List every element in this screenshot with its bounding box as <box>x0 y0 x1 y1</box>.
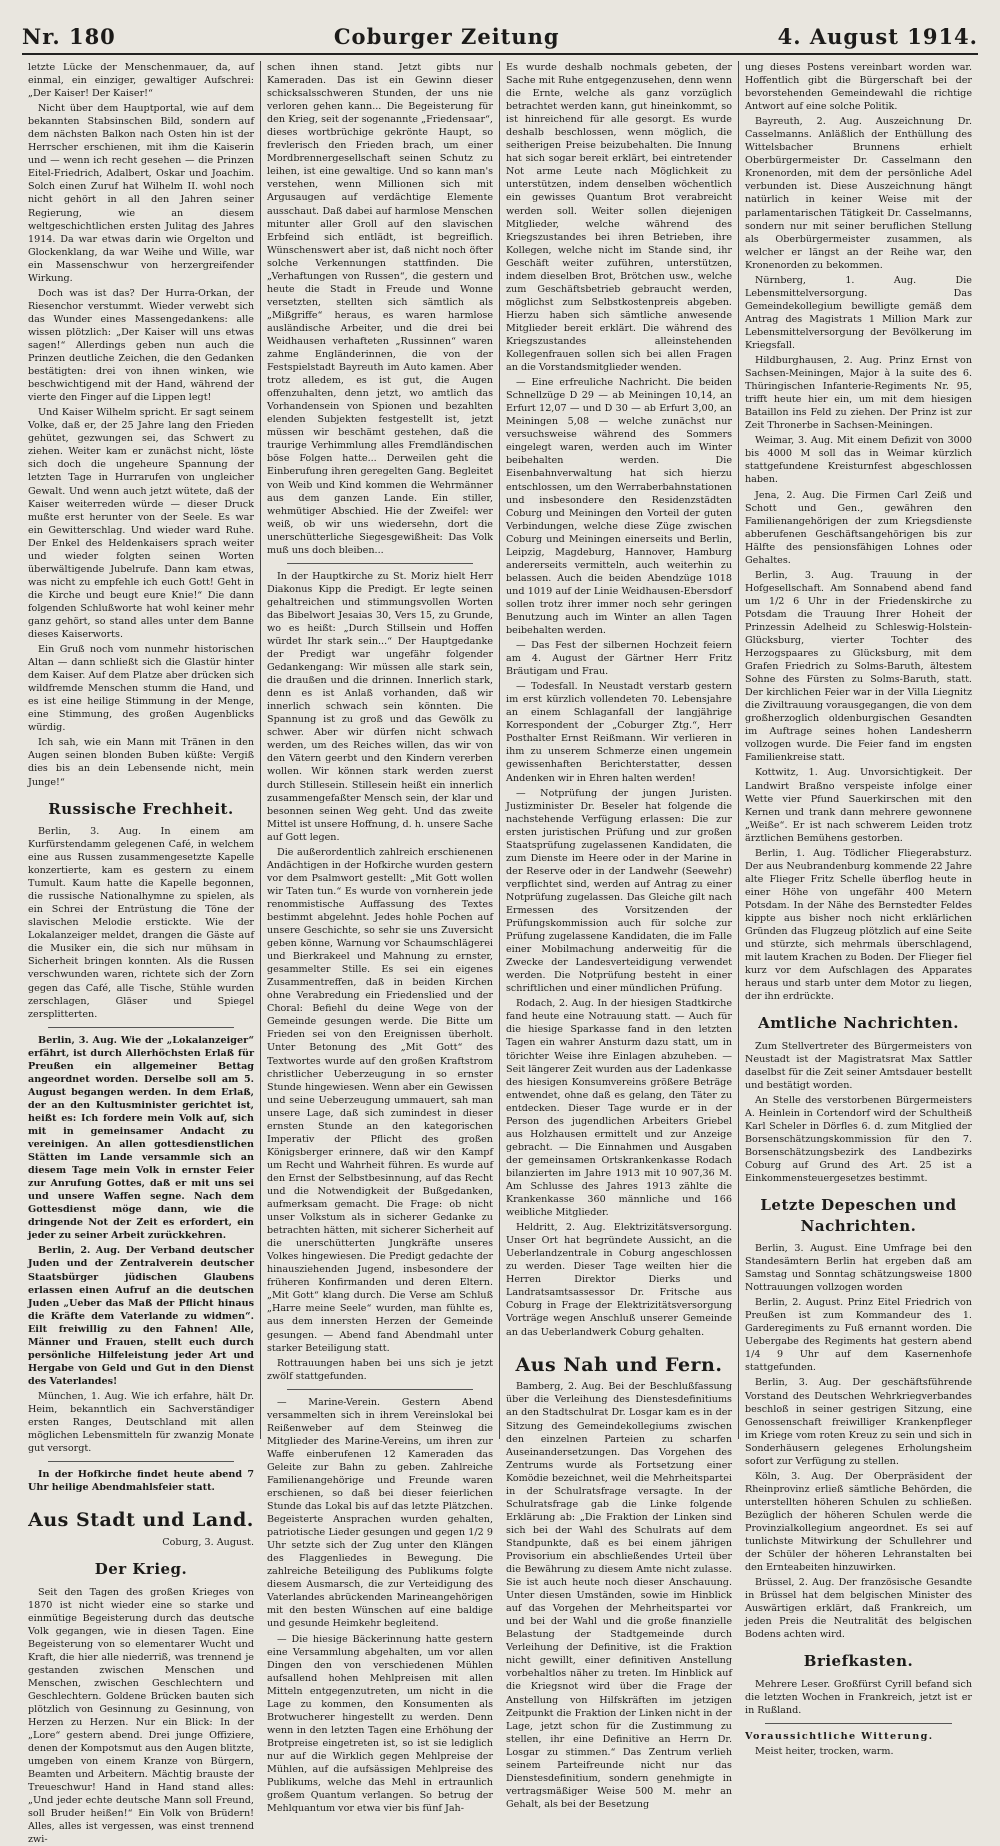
section-heading-aus-nah-und-fern: Aus Nah und Fern. <box>515 1353 723 1376</box>
column-1 <box>22 61 261 1846</box>
issue-date: 4. August 1914. <box>777 24 978 49</box>
paragraph: Rodach, 2. Aug. In der hiesigen Stadtkirche fand heute eine Notrauung statt. — Auch für die hiesige Sparkasse fand in den letzten Tagen ein wahrer Ansturm dazu statt, um in törichter Weise ihre Einlagen abzuheben. — Seit längerer Zeit wurden aus der Ladenkasse des hiesigen Konsumvereins größere Beträge entwendet, ohne daß es gelang, den Täter zu entdecken. Dieser Tage wurde er in der Person des jugendlichen Arbeiters Griebel aus Holzhausen ermittelt und zur Anzeige gebracht. — Die Einnahmen und Ausgaben der gemeinsamen Ortskrankenkasse Rodach bilanzierten im Jahre 1913 mit 10 907,36 M. Am Schlusse des Jahres 1913 zählte die Krankenkasse 360 männliche und 166 weibliche Mitglieder. <box>506 998 732 1219</box>
divider <box>287 1389 473 1390</box>
paragraph: — Das Fest der silbernen Hochzeit feiern am 4. August der Gärtner Herr Fritz Bräutigam und Frau. <box>506 640 732 678</box>
paragraph: Nicht über dem Hauptportal, wie auf dem bekannten Stabsinschen Bild, sondern auf dem nächsten Balkon nach Osten hin ist der Herrscher erschienen, mit ihm die Kaiserin und — wenn ich recht gesehen — die Prinzen Eitel-Friedrich, Adalbert, Oskar und Joachim. Solch einen Zuruf hat Wilhelm II. wohl noch nicht gehört in all den Jahren seiner Regierung, wie an diesem weltgeschichtlichen ersten Julitag des Jahres 1914. Da war etwas darin wie Orgelton und Glockenklang, da war Weihe und Wille, war ein Massenschwur von herzergreifender Wirkung. <box>28 103 254 284</box>
paragraph: schen ihnen stand. Jetzt gibts nur Kameraden. Das ist ein Gewinn dieser schicksalsschweren Stunden, der uns nie verloren gehen kann... Die Begeisterung für den Krieg, seit der sogenannte „Friedensaar“, dieses wortbrüchige gekrönte Haupt, so frevlerisch den Frieden brach, um einer Mordbrennergesellschaft seinen Schutz zu leihen, ist eine gewaltige. Und so kann man's verstehen, wenn Millionen sich mit Argusaugen auf verdächtige Elemente ausschaut. Daß dabei auf harmlose Menschen mitunter aller Groll auf den slavischen Erbfeind sich entlädt, ist begreiflich. Wünschenswert aber ist, daß nicht noch öfter solche Verkennungen stattfinden. Die „Verhaftungen von Russen“, die gestern und heute die Stadt in Freude und Wonne versetzten, stellten sich sämtlich als „Mißgriffe“ heraus, es waren harmlose ausländische Arbeiter, und die drei bei Weidhausen verhafteten „Russinnen“ waren zahme Engländerinnen, die von der Festspielstadt Bayreuth im Auto kamen. Aber trotz alledem, es ist gut, die Augen offenzuhalten, denn jetzt, wo amtlich das Vorhandensein von Spionen und bezahlten elenden Subjekten festgestellt ist, jetzt müssen wir beschämt gestehen, daß die traurige Verhimmlung alles Fremdländischen böse Folgen hatte... Derweilen geht die Einberufung ihren geregelten Gang. Begleitet von Weib und Kind kommen die Wehrmänner aus dem ganzen Lande. Ein stiller, wehmütiger Abschied. Hie der Zweifel: wer weiß, ob wir uns wiedersehn, dort die unerschütterliche Siegesgewißheit: Das Volk muß uns doch bleiben... <box>267 62 493 556</box>
paragraph: Ich sah, wie ein Mann mit Tränen in den Augen seinen blonden Buben küßte: Vergiß dies bis an dein Lebensende nicht, mein Junge!“ <box>28 737 254 788</box>
paragraph: Kottwitz, 1. Aug. Unvorsichtigkeit. Der Landwirt Braßno verspeiste infolge einer Wette vier Pfund Sauerkirschen mit den Kernen und trank dann mehrere gewonnene „Weiße“. Er ist nach schwerem Leiden trotz ärztlichen Bemühens gestorben. <box>745 767 972 844</box>
paragraph: Berlin, 3. Aug. Wie der „Lokalanzeiger“ erfährt, ist durch Allerhöchsten Erlaß für Preußen ein allgemeiner Bettag angeordnet worden. Derselbe soll am 5. August begangen werden. In dem Erlaß, der an den Kultusminister gerichtet ist, heißt es: Ich fordere mein Volk auf, sich mit in gemeinsamer Andacht zu vereinigen. An allen gottesdienstlichen Stätten im Lande versammle sich an diesem Tage mein Volk in ernster Feier zur Anrufung Gottes, daß er mit uns sei und unsere Waffen segne. Nach dem Gottesdienst möge dann, wie die dringende Not der Zeit es erfordert, ein jeder zu seiner Arbeit zurückkehren. <box>28 1034 254 1242</box>
paragraph: Brüssel, 2. Aug. Der französische Gesandte in Brüssel hat dem belgischen Minister des Auswärtigen erklärt, daß Frankreich, um jeden Preis die Neutralität des belgischen Bodens achten wird. <box>745 1577 972 1641</box>
column-4 <box>739 61 978 1757</box>
paragraph: letzte Lücke der Menschenmauer, da, auf einmal, ein einziger, gewaltiger Aufschrei: „Der Kaiser! Der Kaiser!“ <box>28 62 254 100</box>
issue-number: Nr. 180 <box>22 24 116 49</box>
paragraph: München, 1. Aug. Wie ich erfahre, hält Dr. Heim, bekanntlich ein Sachverständiger ersten Ranges, Deutschland mit allen möglichen Lebensmitteln für zwanzig Monate gut versorgt. <box>28 1390 254 1455</box>
paragraph: Doch was ist das? Der Hurra-Orkan, der Riesenchor verstummt. Wieder verwebt sich das Wunder eines Massengedankens: alle wissen plötzlich: „Der Kaiser will uns etwas sagen!“ Allerdings geben nun auch die Prinzen deutliche Zeichen, die den Gedanken bestätigten: drei von ihnen winken, wie beschwichtigend mit der Hand, während der vierte den Finger auf die Lippen legt! <box>28 287 254 404</box>
paragraph: Berlin, 3. Aug. Der geschäftsführende Vorstand des Deutschen Wehrkriegverbandes beschloß in seiner gestrigen Sitzung, eine Genossenschaft freiwilliger Krankenpfleger im Kriege vom roten Kreuz zu sein und sich in Sonderhäusern gelegenes Erholungsheim sofort zur Verfügung zu stellen. <box>745 1377 972 1467</box>
paragraph: — Eine erfreuliche Nachricht. Die beiden Schnellzüge D 29 — ab Meiningen 10,14, an Erfurt 12,07 — und D 30 — ab Erfurt 3,00, an Meiningen 5,08 — welche zunächst nur versuchsweise während des Sommers eingelegt waren, werden auch im Winter beibehalten werden. Die Eisenbahnverwaltung hat sich hierzu entschlossen, um den Werraberbahnstationen und insbesondere den Residenzstädten Coburg und Meiningen den Vorteil der guten Verbindungen, welche diese Züge zwischen Coburg und Meiningen einerseits und Berlin, Leipzig, Magdeburg, Hannover, Hamburg andererseits vermitteln, auch weiterhin zu belassen. Auch die beiden Abendzüge 1018 und 1019 auf der Linie Weidhausen-Ebersdorf sollen trotz ihrer immer noch sehr geringen Benutzung auch im Winter an allen Tagen beibehalten werden. <box>506 377 732 637</box>
paragraph: Heldritt, 2. Aug. Elektrizitätsversorgung. Unser Ort hat begründete Aussicht, an die Ueberlandzentrale in Coburg angeschlossen zu werden. Dieser Tage weilten hier die Herren Direktor Dierks und Landratsamtsassessor Dr. Fritsche aus Coburg in Frage der Elektrizitätsversorgung Vorträge wegen Anschluß unserer Gemeinde an das Ueberlandwerk Coburg gehalten. <box>506 1222 732 1338</box>
headline-briefkasten: Briefkasten. <box>803 1652 914 1671</box>
headline-russische-frechheit: Russische Frechheit. <box>48 799 234 818</box>
paragraph: Mehrere Leser. Großfürst Cyrill befand sich die letzten Wochen in Frankreich, jetzt ist er in Rußland. <box>745 1678 972 1716</box>
divider <box>287 563 473 564</box>
paragraph: Köln, 3. Aug. Der Oberpräsident der Rheinprovinz erließ sämtliche Behörden, die unterstellten höheren Schulen zu schließen. Bezüglich der höheren Schulen werde die Provinzialkollegium angeordnet. Es sei auf tunlichste Mitwirkung der Schullehrer und der Schüler der höheren Lehranstalten bei den Ernteabeiten hinzuwirken. <box>745 1470 972 1574</box>
divider <box>48 1461 234 1462</box>
divider <box>48 1027 234 1028</box>
paragraph: Berlin, 3. Aug. Trauung in der Hofgesellschaft. Am Sonnabend abend fand um 1/2 6 Uhr in der Friedenskirche zu Potsdam die Trauung Ihrer Hoheit der Prinzessin Adelheid zu Schleswig-Holstein-Glücksburg, vierter Tochter des Herzogspaares zu Glücksburg, mit dem Grafen Friedrich zu Solms-Baruth, ältestem Sohne des Fürsten zu Solms-Baruth, statt. Der kirchlichen Feier war in der Villa Liegnitz die Ziviltrauung vorausgegangen, die von dem großherzoglich oldenburgischen Gesandten im Auftrage seines hohen Landesherrn vollzogen wurde. Die Feier fand im engsten Familienkreise statt. <box>745 569 972 764</box>
paragraph: Die außerordentlich zahlreich erschienenen Andächtigen in der Hofkirche wurden gestern vor dem Psalmwort gestellt: „Mit Gott wollen wir Taten tun.“ Es wurde von vornherein jede renommistische Auffassung des Textes bestimmt abgelehnt. Jedes hohle Pochen auf unsere Geschichte, so sehr sie uns Zuversicht geben könne, Warnung vor Schaumschlägerei und Bierkrakeel und Mahnung zu ernster, gesammelter Stille. Es sei ein eigenes Zusammentreffen, daß in beiden Kirchen ohne Verabredung ein Friedenslied und der Choral: Befiehl du deine Wege von der Gemeinde gesungen werde. Die Bitte um Frieden sei von den Ereignissen überholt. Unter Betonung des „Mit Gott“ des Textwortes wurde auf den großen Kraftstrom christlicher Ueberzeugung in so ernster Stunde hingewiesen. Wenn aber ein Gewissen und seine Ueberzeugung ummauert, sah man unsere Lage, daß sich zumindest in dieser ernsten Stunde an den kategorischen Imperativ der Pflicht des großen Königsberger erinnere, daß wir den Kampf um Recht und Wahrheit führen. Es wurde auf den Ernst der Selbstbesinnung, auf das Recht und die Notwendigkeit der Bußgedanken, aufmerksam gemacht. Die Frage: ob nicht unser Volkstum als in sicherer Gedanke zu betrachten hätten, mit sicherer Sicherheit auf die unerschütterten Jungkräfte unseres Volkes hingewiesen. Die Predigt gedachte der hinausziehenden Jugend, insbesondere der früheren Konfirmanden und deren Eltern. „Mit Gott“ klang durch. Die Verse am Schluß „Harre meine Seele“ wurden, man fühlte es, aus dem innersten Herzen der Gemeinde gesungen. — Abend fand Abendmahl unter starker Beteiligung statt. <box>267 846 493 1354</box>
paragraph: An Stelle des verstorbenen Bürgermeisters A. Heinlein in Cortendorf wird der Schultheiß Karl Scheler in Dörfles 6. d. zum Mitglied der Borsenschätzungskommission für den 7. Borsenschätzungsbezirk des Landbezirks Coburg auf Grund des Art. 25 ist a Einkommensteuergesetzes bestimmt. <box>745 1094 972 1185</box>
paragraph: Berlin, 3. August. Eine Umfrage bei den Standesämtern Berlin hat ergeben daß am Samstag und Sonntag schätzungsweise 1800 Nottrauungen vollzogen worden <box>745 1243 972 1294</box>
paragraph: Bamberg, 2. Aug. Bei der Beschlußfassung über die Verleihung des Dienstesdefinitiums an den Stadtschulrat Dr. Losgar kam es in der Sitzung des Gemeindekollegiums zwischen den einzelnen Parteien zu scharfen Auseinandersetzungen. Das Vorgehen des Zentrums wurde als Fortsetzung einer Komödie bezeichnet, weil die Mehrheitspartei in der Schulratsfrage versagte. In der Schulratsfrage gab die Linke folgende Erklärung ab: „Die Fraktion der Linken sind sich bei der Wahl des Schulrats auf dem Standpunkte, daß es bei einem jährigen Provisorium ein abschließendes Urteil über die Bewährung zu diesem Amte nicht zulasse. Sie ist auch heute noch dieser Anschauung. Unter diesen Umständen, sowie im Hinblick auf das Vorgehen der Mehrheitspartei vor und bei der Wahl und die große finanzielle Belastung der Stadtgemeinde durch Verleihung der Definitive, ist die Fraktion nicht gewillt, einer definitiven Anstellung vorbehaltlos näher zu treten. Im Hinblick auf die Kriegsnot wird über die Frage der Anstellung von Hilfskräften im jetzigen Zeitpunkt die Fraktion der Linken nicht in der Lage, jetzt schon für die Zustimmung zu stellen, ihr eine Definitive an Herrn Dr. Losgar zu stimmen.“ Das Zentrum verlieh seinem Parteifreunde nicht nur das Dienstesdefinitium, sondern genehmigte in vertragsmäßiger Weise 500 M. mehr an Gehalt, als bei der Besetzung <box>506 1381 732 1810</box>
paragraph: Weimar, 3. Aug. Mit einem Defizit von 3000 bis 4000 M soll das in Weimar kürzlich stattgefundene Kreisturnfest abgeschlossen haben. <box>745 435 972 486</box>
paragraph: Hildburghausen, 2. Aug. Prinz Ernst von Sachsen-Meiningen, Major à la suite des 6. Thüringischen Infanterie-Regiments Nr. 95, trifft heute hier ein, um mit dem hiesigen Bataillon ins Feld zu ziehen. Der Prinz ist zur Zeit Thronerbe in Sachsen-Meiningen. <box>745 355 972 432</box>
paragraph: Berlin, 2. Aug. Der Verband deutscher Juden und der Zentralverein deutscher Staatsbürger jüdischen Glaubens erlassen einen Aufruf an die deutschen Juden „Ueber das Maß der Pflicht hinaus die Kräfte dem Vaterlande zu widmen“. Eilt freiwillig zu den Fahnen! Alle, Männer und Frauen, stellt euch durch persönliche Hilfeleistung jeder Art und Hergabe von Geld und Gut in den Dienst des Vaterlandes! <box>28 1245 254 1387</box>
divider <box>765 1723 952 1724</box>
paragraph: — Die hiesige Bäckerinnung hatte gestern eine Versammlung abgehalten, um vor allen Dingen den von verschiedenen Mühlen aufsallend hohen Mehlpreisen mit allen Mitteln entgegenzutreten, um nicht in die Lage zu kommen, den Konsumenten als Brotwucherer hingestellt zu werden. Denn wenn in den letzten Tagen eine Erhöhung der Brotpreise eingetreten ist, so ist sie lediglich nur auf die Wirklich gegen Mehlpreise der Mühlen, auf die aufsässigen Mehlpreise des Publikums, welche das Mehl in ertraunlich großem Quantum verlangen. So betrug der Mehlquantum vor etwa vier bis fünf Jah- <box>267 1633 493 1815</box>
paragraph: Berlin, 2. August. Prinz Eitel Friedrich von Preußen ist zum Kommandeur des 1. Garderegiments zu Fuß ernannt worden. Die Uebergabe des Regiments hat gestern abend 1/4 9 Uhr auf dem Kasernenhofe stattgefunden. <box>745 1297 972 1374</box>
weather-heading: Voraussichtliche Witterung. <box>745 1730 934 1742</box>
headline-amtliche-nachrichten: Amtliche Nachrichten. <box>758 1014 959 1033</box>
paragraph: — Marine-Verein. Gestern Abend versammelten sich in ihrem Vereinslokal bei Reißenweber auf dem Steinweg die Mitglieder des Marine-Vereins, um ihren zur Waffe einberufenen 12 Kameraden das Geleite zur Bahn zu geben. Zahlreiche Familienangehörige und Freunde waren erschienen, so daß bei dieser feierlichen Stunde das Lokal bis auf das letzte Plätzchen. Begeisterte Ansprachen wurden gehalten, patriotische Lieder gesungen und gegen 1/2 9 Uhr setzte sich der Zug unter den Klängen des Flaggenliedes in Bewegung. Die zahlreiche Beteiligung des Publikums folgte diesem Ausmarsch, die zur Verteidigung des Vaterlandes abrückenden Marineangehörigen mit den besten Wünschen auf eine baldige und gesunde Heimkehr begleitend. <box>267 1396 493 1630</box>
weather-forecast: Meist heiter, trocken, warm. <box>755 1746 894 1757</box>
paragraph: Ein Gruß noch vom nunmehr historischen Altan — dann schließt sich die Glastür hinter dem Kaiser. Auf dem Platze aber drücken sich wildfremde Menschen stumm die Hand, und es ist eine heilige Stimmung in der Menge, eine Stimmung, des großen Augenblicks würdig. <box>28 644 254 734</box>
columns <box>22 61 978 1846</box>
masthead <box>22 24 978 55</box>
column-2 <box>261 61 500 1815</box>
paragraph: — Notprüfung der jungen Juristen. Justizminister Dr. Beseler hat folgende die nachstehende Verfügung erlassen: Die zur ersten juristischen Prüfung und zur großen Staatsprüfung zugelassenen Kandidaten, die zum Dienste im Heere oder in der Marine in der Reserve oder in der Landwehr (Seewehr) verpflichtet sind, werden auf Antrag zu einer Notprüfung zugelassen. Das Gleiche gilt nach Ermessen des Vorsitzenden der Prüfungskommission auch für solche zur Prüfung zugelassene Kandidaten, die im Falle einer Mobilmachung anderweitig für die Zwecke der Landesverteidigung verwendet werden. Die Notprüfung besteht in einer schriftlichen und einer mündlichen Prüfung. <box>506 787 732 995</box>
paragraph: Jena, 2. Aug. Die Firmen Carl Zeiß und Schott und Gen., gewähren den Familienangehörigen der zum Kriegsdienste abberufenen Geschäftsangehörigen bis zur Hälfte des pensionsfähigen Lohnes oder Gehaltes. <box>745 489 972 566</box>
headline-der-krieg: Der Krieg. <box>94 1560 188 1579</box>
paragraph: Es wurde deshalb nochmals gebeten, der Sache mit Ruhe entgegenzusehen, denn wenn die Ernte, welche als ganz vorzüglich betrachtet werden kann, gut hineinkommt, so ist hinreichend für alle gesorgt. Es wurde deshalb beschlossen, wenn möglich, die seitherigen Preise beizubehalten. Die Innung hat sich sogar bereit erklärt, bei eintretender Not arme Leute nach Möglichkeit zu unterstützen, indem denselben wöchentlich ein gewisses Quantum Brot verabreicht werden soll. Weiter sollen diejenigen Mitglieder, welche während des Kriegszustandes bei ihren Betrieben, ihre Kollegen, welche nicht im Stande sind, ihr Geschäft weiter zuführen, unterstützen, indem dieselben Brot, Brötchen usw., welche zum Geschäftsbetrieb gebraucht werden, möglichst zum Selbstkostenpreis abgeben. Hierzu haben sich sämtliche anwesende Mitglieder bereit erklärt. Die während des Kriegszustandes alleinstehenden Kollegenfrauen sollen sich bei allen Fragen an die Vorstandsmitglieder wenden. <box>506 62 732 374</box>
section-heading-stadt-und-land: Aus Stadt und Land. <box>28 1509 254 1532</box>
paragraph: Rottrauungen haben bei uns sich je jetzt zwölf stattgefunden. <box>267 1357 493 1382</box>
headline-letzte-depeschen: Letzte Depeschen und Nachrichten. <box>760 1196 957 1235</box>
dateline: Coburg, 3. August. <box>162 1537 254 1549</box>
column-3 <box>500 61 739 1810</box>
paragraph: Seit den Tagen des großen Krieges von 1870 ist nicht wieder eine so starke und einmütige Begeisterung durch das deutsche Volk gegangen, wie in diesen Tagen. Eine Begeisterung von so elementarer Wucht und Kraft, die hier alle niederriß, was trennend je gestanden zwischen Menschen und Menschen, zwischen Geschlechtern und Geschlechtern. Goldene Brücken bauten sich plötzlich von Gesinnung zu Gesinnung, von Herzen zu Herzen. Nur ein Blick: In der „Lore“ gestern abend. Drei junge Offiziere, denen der Kompotsmut aus den Augen blitzte, umgeben von einem Kranze von Bürgern, Beamten und Arbeitern. Mächtig brauste der Treueschwur! Hand in Hand stand alles: „Und jeder echte deutsche Mann soll Freund, soll Bruder heißen!“ Ein Volk von Brüdern! Alles, alles ist vergessen, was einst trennend zwi- <box>28 1586 254 1846</box>
paragraph: In der Hofkirche findet heute abend 7 Uhr heilige Abendmahlsfeier statt. <box>28 1469 254 1494</box>
paragraph: Berlin, 3. Aug. In einem am Kurfürstendamm gelegenen Café, in welchem eine aus Russen zusammengesetzte Kapelle konzertierte, kam es gestern zu einem Tumult. Kaum hatte die Kapelle begonnen, die russische Nationalhymne zu spielen, als ein Schrei der Entrüstung die Töne der slavischen Melodie erstickte. Wie der Lokalanzeiger meldet, drangen die Gäste auf die Musiker ein, die sich nur mühsam in Sicherheit bringen konnten. Als die Russen verschwunden waren, richtete sich der Zorn gegen das Café, alle Tische, Stühle wurden zerschlagen, Gläser und Spiegel zersplitterten. <box>28 825 254 1020</box>
paragraph: Und Kaiser Wilhelm spricht. Er sagt seinem Volke, daß er, der 25 Jahre lang den Frieden gehütet, gezwungen sei, das Schwert zu ziehen. Weiter kam er zunächst nicht, löste sich doch die ungeheure Spannung der letzten Tage in Hurrarufen von ungleicher Gewalt. Und wenn auch jetzt wütete, daß der Kaiser weiterreden würde — dieser Druck mußte erst herunter von der Seele. Es war ein Gewitterschlag. Und wieder ward Ruhe. Der Enkel des Heldenkaisers sprach weiter und wieder folgten seinen Worten überwältigende Jubelrufe. Dann kam etwas, was nicht zu empfehle ich euch Gott! Geht in die Kirche und beugt eure Knie!“ Die dann folgenden Schlußworte hat wohl keiner mehr ganz gehört, so stand alles unter dem Banne dieses Kaiserworts. <box>28 407 254 641</box>
newspaper-title: Coburger Zeitung <box>333 24 560 49</box>
paragraph: Berlin, 1. Aug. Tödlicher Fliegerabsturz. Der aus Neubrandenburg kommende 22 Jahre alte Flieger Fritz Schelle überflog heute in einer Höhe von ungefähr 400 Metern Potsdam. In der Nähe des Bernstedter Feldes kippte aus bisher noch nicht erklärlichen Gründen das Flugzeug plötzlich auf eine Seite und stürzte, sich mehrmals überschlagend, mit lautem Krachen zu Boden. Der Flieger fiel kurz vor dem Aufschlagen des Apparates heraus und starb unter dem Motor zu liegen, der ihn erdrückte. <box>745 847 972 1003</box>
paragraph: ung dieses Postens vereinbart worden war. Hoffentlich gibt die Bürgerschaft bei der bevorstehenden Gemeindewahl die richtige Antwort auf eine solche Politik. <box>745 62 972 113</box>
paragraph: Bayreuth, 2. Aug. Auszeichnung Dr. Casselmanns. Anläßlich der Enthüllung des Wittelsbacher Brunnens erhielt Oberbürgermeister Dr. Casselmann den Kronenorden, mit dem der persönliche Adel verbunden ist. Diese Auszeichnung hängt natürlich in keiner Weise mit der parlamentarischen Tätigkeit Dr. Casselmanns, sondern nur mit seiner beruflichen Stellung als Oberbürgermeister zusammen, als welcher er längst an der Reihe war, den Kronenorden zu bekommen. <box>745 116 972 271</box>
paragraph: In der Hauptkirche zu St. Moriz hielt Herr Diakonus Kipp die Predigt. Er legte seinen gehaltreichen und stimmungsvollen Worten das Bibelwort Jesaias 30, Vers 15, zu Grunde, wo es heißt: „Durch Stillsein und Hoffen würdet Ihr stark sein...“ Der Hauptgedanke der Predigt war ungefähr folgender Gedankengang: Wir müssen alle stark sein, die draußen und die drinnen. Innerlich stark, denn es ist Anlaß vorhanden, daß wir innerlich schwach sein könnten. Die Spannung ist zu groß und das Gewölk zu schwer. Aber wir dürfen nicht schwach werden, um des Reiches willen, das wir von den Vätern geerbt und den Kindern vererben wollen. Wir können stark werden zuerst durch Stillesein. Stillesein heißt ein innerlich zusammengefaßter Mensch sein, der klar und besonnen seinen Weg geht. Und das zweite Mittel ist unsere Hoffnung, d. h. unsere Sache auf Gott legen. <box>267 570 493 843</box>
paragraph: Nürnberg, 1. Aug. Die Lebensmittelversorgung. Das Gemeindekollegium bewilligte gemäß dem Antrag des Magistrats 1 Million Mark zur Lebensmittelversorgung der Bevölkerung im Kriegsfall. <box>745 274 972 351</box>
paragraph: — Todesfall. In Neustadt verstarb gestern im erst kürzlich vollendeten 70. Lebensjahre an einem Schlaganfall der langjährige Korrespondent der „Coburger Ztg.“, Herr Posthalter Ernst Reißmann. Wir verlieren in ihm zu unserem Schmerze einen ungemein gewissenhaften Berichterstatter, dessen Andenken wir in Ehren halten werden! <box>506 681 732 784</box>
paragraph: Zum Stellvertreter des Bürgermeisters von Neustadt ist der Magistratsrat Max Sattler daselbst für die Zeit seiner Amtsdauer bestellt und bestätigt worden. <box>745 1040 972 1091</box>
